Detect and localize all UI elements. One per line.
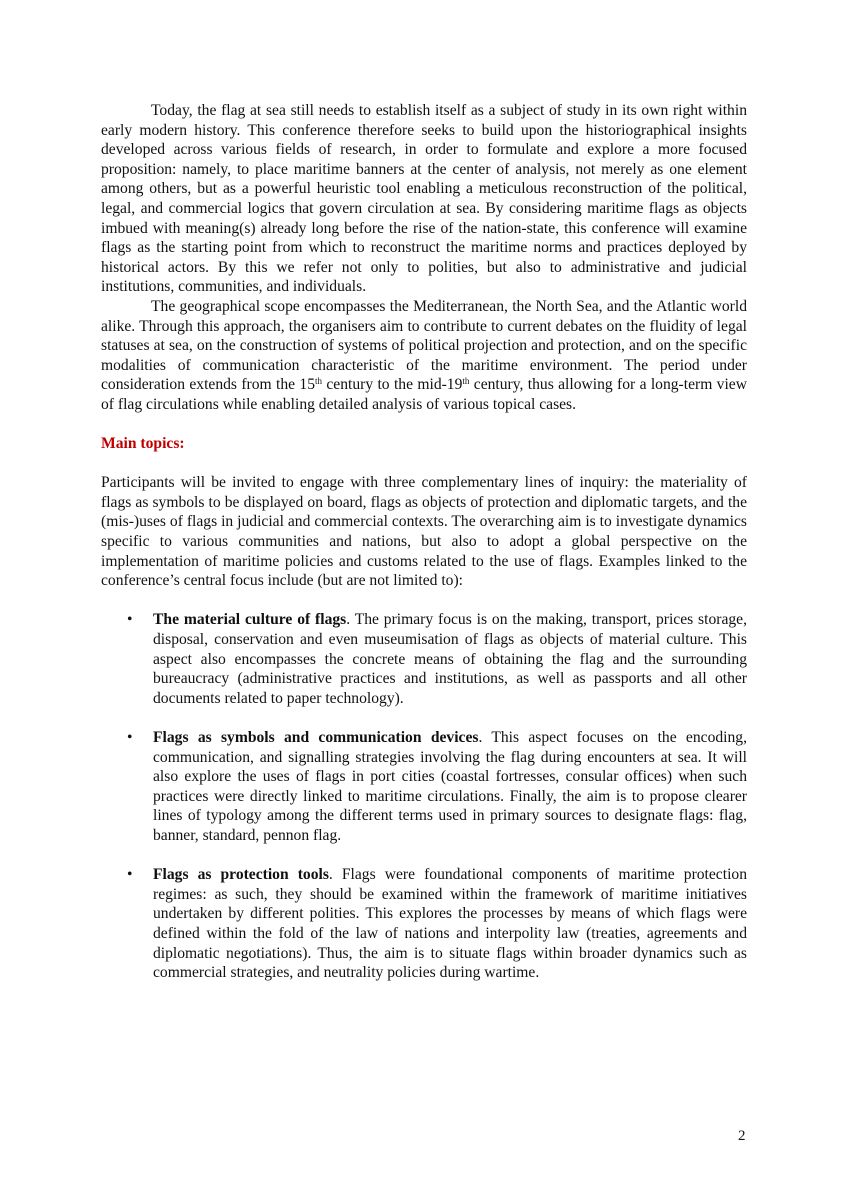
page-number: 2 [738, 1128, 746, 1144]
paragraph-topics-intro: Participants will be invited to engage with three complementary lines of inquiry: the materiality of flags as symbols to be displayed on board, flags as objects of protection and diplomatic targets, and the (mis-)uses of flags in judicial and commercial contexts. The overarching aim is to investigate dynamics specific to various communities and nations, but also to adopt a global perspective on the implementation of maritime policies and customs related to the use of flags. Examples linked to the conference’s central focus include (but are not limited to): [101, 474, 747, 590]
superscript: th [462, 376, 470, 387]
paragraph-text: century to the mid-19 [322, 376, 463, 394]
bullet-icon: • [127, 866, 133, 884]
document-page [101, 101, 747, 1002]
list-item-material-culture [127, 610, 747, 708]
paragraph-flag-study: Today, the flag at sea still needs to establish itself as a subject of study in its own right within early modern history. This conference therefore seeks to build upon the historiographical insights developed across various fields of research, in order to formulate and explore a more focused proposition: namely, to place maritime banners at the center of analysis, not merely as one element among others, but as a powerful heuristic tool enabling a meticulous reconstruction of the political, legal, and commercial logics that govern circulation at sea. By considering maritime flags as objects imbued with meaning(s) already long before the rise of the nation-state, this conference will examine flags as the starting point from which to reconstruct the maritime norms and practices deployed by historical actors. By this we refer not only to polities, but also to administrative and judicial institutions, communities, and individuals. [101, 102, 747, 296]
list-item-protection-tools [127, 865, 747, 983]
topic-title: The material culture of flags [153, 611, 347, 629]
topic-body: . This aspect focuses on the encoding, communication, and signalling strategies involving the flag during encounters at sea. It will also explore the uses of flags in port cities (coastal fortresses, consular offices) when such practices were directly linked to maritime circulations. Finally, the aim is to propose clearer lines of typology among the different terms used in primary sources to designate flags: flag, banner, standard, pennon flag. [153, 729, 747, 844]
section-heading-main-topics: Main topics: [101, 435, 185, 453]
paragraph-geographical-scope [101, 297, 747, 415]
topics-list [101, 610, 747, 982]
topic-body: . Flags were foundational components of maritime protection regimes: as such, they should be examined within the framework of maritime initiatives undertaken by different polities. This explores the processes by means of which flags were defined within the fold of the law of nations and interpolity law (treaties, agreements and diplomatic negotiations). Thus, the aim is to situate flags within broader dynamics such as commercial strategies, and neutrality policies during wartime. [153, 866, 747, 982]
superscript: th [315, 376, 323, 387]
topic-body: . The primary focus is on the making, transport, prices storage, disposal, conservation and even museumisation of flags as objects of material culture. This aspect also encompasses the concrete means of obtaining the flag and the surrounding bureaucracy (administrative practices and institutions, as well as passports and all other documents related to paper technology). [153, 611, 747, 707]
list-item-symbols-communication [127, 728, 747, 846]
bullet-icon: • [127, 611, 133, 629]
topic-title: Flags as protection tools [153, 866, 329, 884]
paragraph-text: The geographical scope encompasses the Mediterranean, the North Sea, and the Atlantic world alike. Through this approach, the organisers aim to contribute to current debates on the fluidity of legal statuses at sea, on the construction of systems of political projection and protection, and on the specific modalities of communication characteristic of the maritime environment. The period under consideration extends from the 15 [101, 297, 747, 394]
bullet-icon: • [127, 729, 133, 746]
topic-title: Flags as symbols and communication devices [153, 729, 479, 746]
paragraph-text: century, thus allowing for a long-term view of flag circulations while enabling detailed analysis of various topical cases. [101, 376, 747, 413]
